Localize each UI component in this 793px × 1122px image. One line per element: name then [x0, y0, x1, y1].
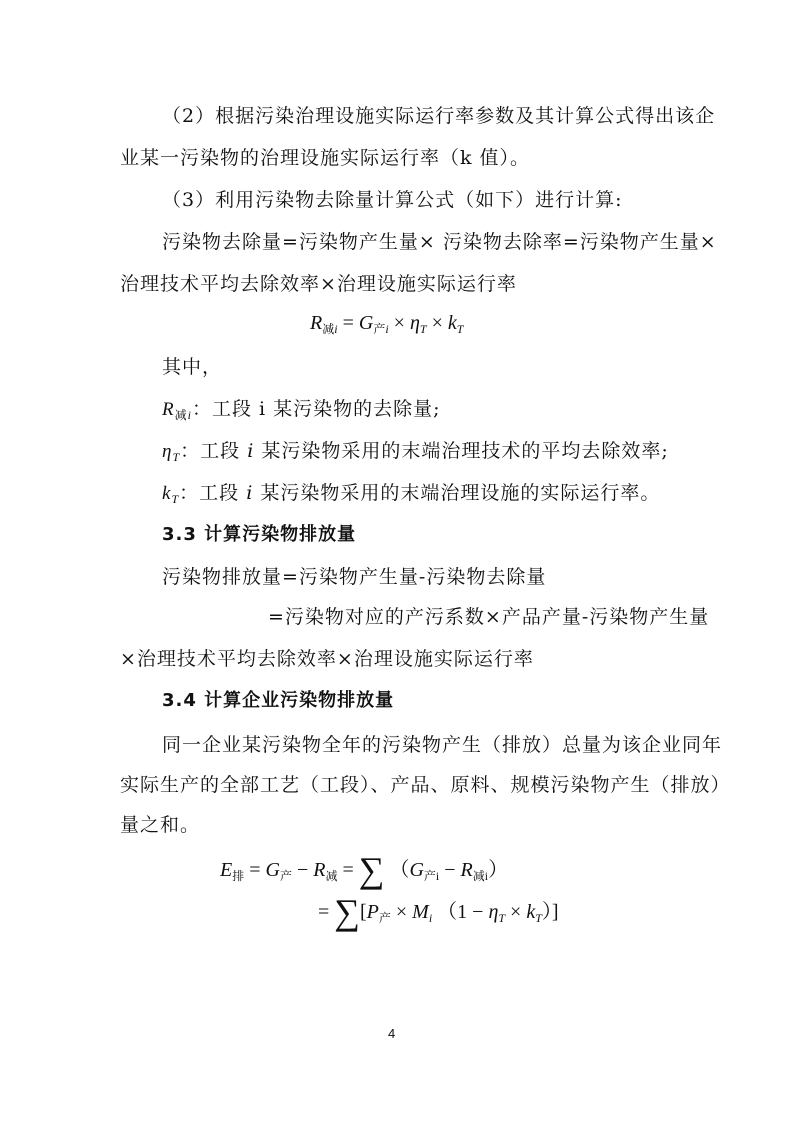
para-line-1: （2）根据污染治理设施实际运行率参数及其计算公式得出该企: [162, 105, 716, 127]
para-line-q2: 实际生产的全部工艺（工段）、产品、原料、规模污染物产生（排放）: [120, 774, 731, 796]
emission-line-2: =污染物对应的产污系数×产品产量-污染物产生量: [268, 606, 710, 628]
para-line-2: 业某一污染物的治理设施实际运行率（k 值）。: [120, 147, 531, 169]
formula-total-1: $E_排 = G_产 - R_减$ = ∑ $(G_{产i} - R_{减i})$: [220, 850, 509, 890]
para-line-q3: 量之和。: [120, 814, 201, 836]
para-line-q1: 同一企业某污染物全年的污染物产生（排放）总量为该企业同年: [162, 734, 723, 756]
section-heading-3-3: 3.3 计算污染物排放量: [162, 524, 357, 545]
para-line-3: （3）利用污染物去除量计算公式（如下）进行计算:: [162, 189, 623, 211]
formula-total-2: = $\sum[P_产 \times M_i$ $(1 - \eta_T \times k_T)$]: [318, 892, 559, 932]
para-line-5: 治理技术平均去除效率×治理设施实际运行率: [120, 273, 517, 295]
page-number: 4: [388, 1026, 396, 1041]
section-heading-3-4: 3.4 计算企业污染物排放量: [162, 690, 395, 711]
formula-removal: $R_{减i} = G_{产i} \times \eta_T \times k_T$: [310, 312, 464, 336]
definition-k: $k_T$：工段 i 某污染物采用的末端治理设施的实际运行率。: [162, 482, 661, 506]
para-line-4: 污染物去除量=污染物产生量× 污染物去除率=污染物产生量×: [162, 231, 717, 253]
emission-line-1: 污染物排放量=污染物产生量-污染物去除量: [162, 566, 547, 588]
emission-line-3: ×治理技术平均去除效率×治理设施实际运行率: [120, 648, 534, 670]
definition-r: $R_{减i}$：工段 i 某污染物的去除量;: [162, 398, 441, 422]
para-line-6: 其中，: [162, 356, 223, 378]
definition-eta: $\eta_T$：工段 i 某污染物采用的末端治理技术的平均去除效率;: [162, 440, 669, 464]
